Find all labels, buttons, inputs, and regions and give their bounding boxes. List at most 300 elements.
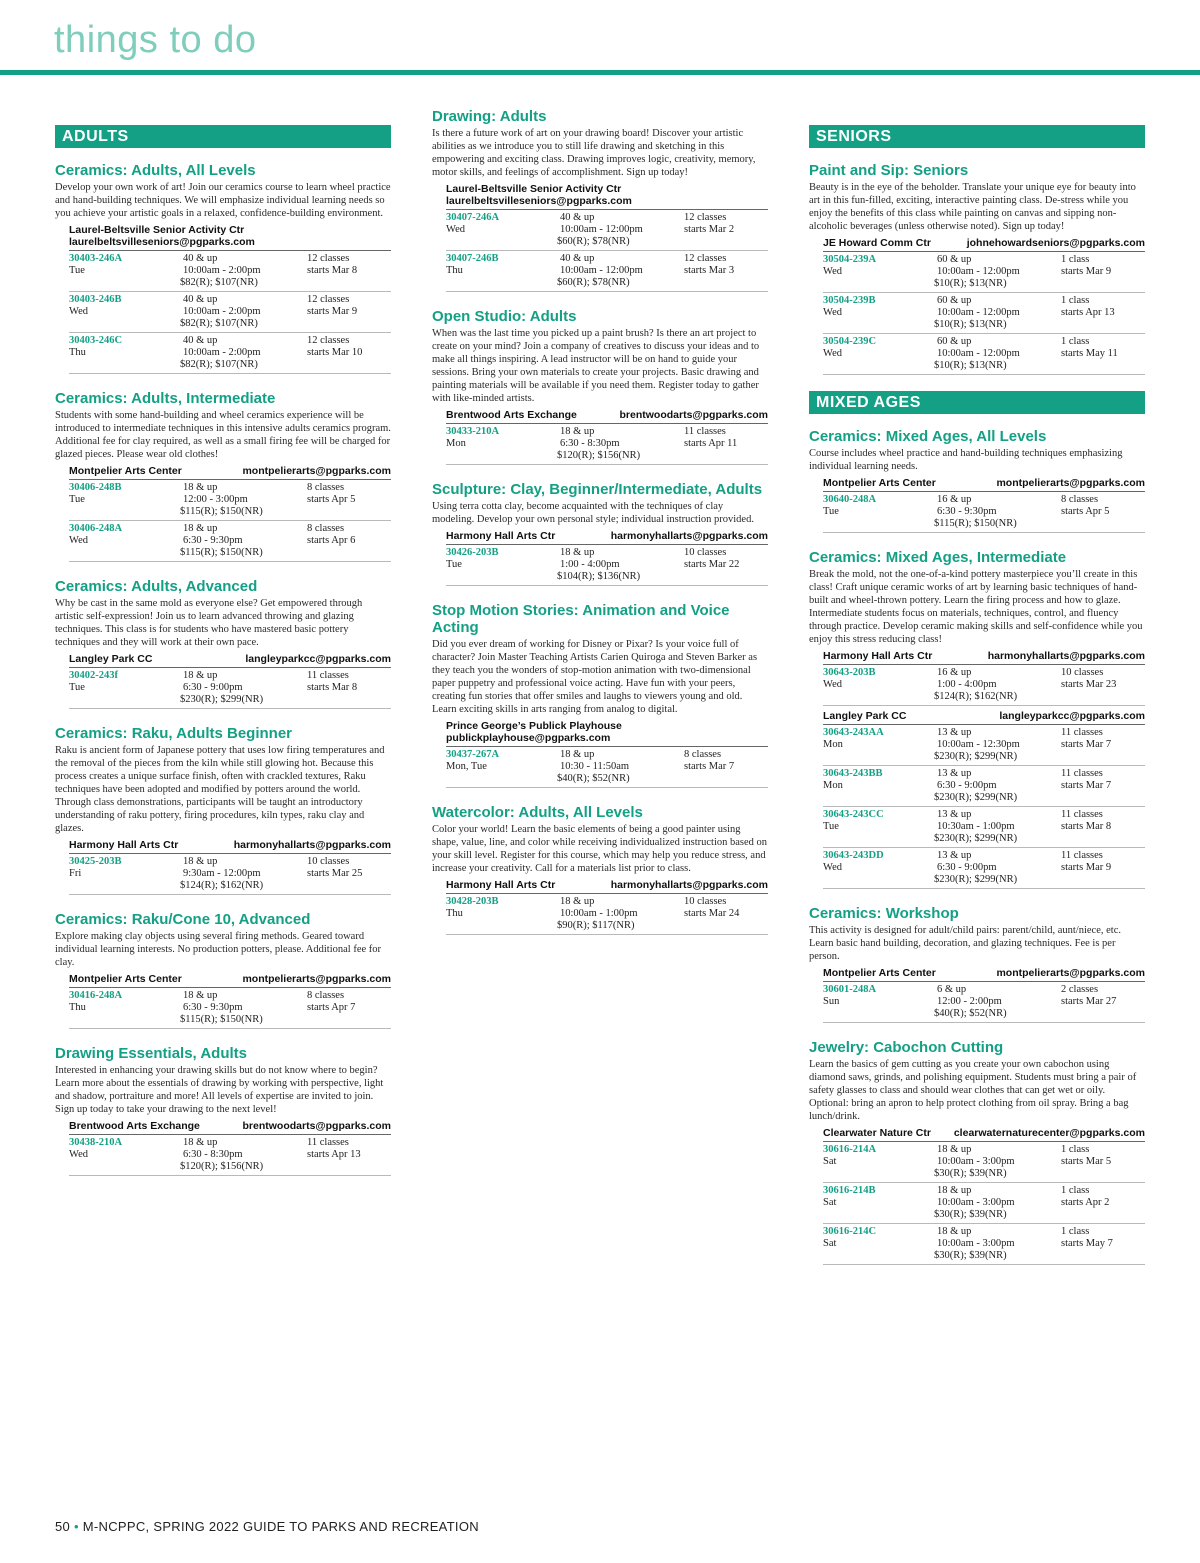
location-email[interactable]: harmonyhallarts@pgparks.com	[610, 879, 768, 891]
course-code[interactable]: 30437-267A	[446, 749, 500, 760]
header-rule	[0, 70, 1200, 75]
class-time: 10:30 - 11:50am	[560, 761, 630, 772]
class-fee: $120(R); $156(NR)	[180, 1161, 264, 1172]
class-count: 11 classes	[1061, 809, 1103, 820]
course-listing	[55, 578, 391, 709]
class-days: Wed	[446, 224, 465, 235]
course-listing	[809, 1039, 1145, 1265]
class-time: 1:00 - 4:00pm	[937, 679, 997, 690]
class-count: 11 classes	[684, 426, 726, 437]
start-date: starts May 11	[1061, 348, 1118, 359]
session-row	[823, 252, 1145, 293]
class-days: Thu	[69, 1002, 86, 1013]
class-time: 6:30 - 9:30pm	[183, 1002, 243, 1013]
location-name: Montpelier Arts Center	[823, 967, 936, 979]
location-email[interactable]: langleyparkcc@pgparks.com	[999, 710, 1145, 722]
class-count: 8 classes	[307, 482, 345, 493]
start-date: starts Mar 25	[307, 868, 363, 879]
course-listing	[55, 390, 391, 562]
class-count: 12 classes	[307, 253, 350, 264]
age-range: 13 & up	[937, 809, 972, 820]
start-date: starts Mar 24	[684, 908, 740, 919]
session-row	[69, 333, 391, 374]
class-fee: $115(R); $150(NR)	[180, 1014, 263, 1025]
location-email[interactable]: harmonyhallarts@pgparks.com	[610, 530, 768, 542]
start-date: starts Mar 5	[1061, 1156, 1112, 1167]
course-code[interactable]: 30643-203B	[823, 667, 876, 678]
class-fee: $82(R); $107(NR)	[180, 277, 258, 288]
course-description: Students with some hand-building and wheel ceramics experience will be introduced to intermediate techniques in this intensive adults ceramics program. Additional fee for clay required, as well as a small firing fee will be charged for glazed pieces. Please wear old clothes!	[55, 410, 391, 460]
start-date: starts Mar 8	[1061, 821, 1112, 832]
session-row	[69, 854, 391, 895]
age-range: 16 & up	[937, 494, 972, 505]
class-days: Wed	[823, 348, 842, 359]
age-range: 60 & up	[937, 295, 972, 306]
age-range: 40 & up	[183, 335, 218, 346]
class-time: 6:30 - 9:00pm	[937, 780, 997, 791]
class-time: 10:00am - 12:00pm	[937, 348, 1020, 359]
start-date: starts Mar 3	[684, 265, 735, 276]
location-email[interactable]: laurelbeltsvilleseniors@pgparks.com	[446, 195, 632, 207]
location-email[interactable]: publickplayhouse@pgparks.com	[446, 732, 611, 744]
age-range: 18 & up	[183, 856, 218, 867]
class-days: Tue	[69, 265, 85, 276]
course-listing	[55, 1045, 391, 1176]
course-code[interactable]: 30403-246C	[69, 335, 123, 346]
class-count: 1 class	[1061, 336, 1090, 347]
column-2	[432, 108, 768, 951]
session-row	[69, 988, 391, 1029]
class-fee: $10(R); $13(NR)	[934, 278, 1007, 289]
location-header	[69, 224, 391, 248]
start-date: starts Apr 13	[307, 1149, 361, 1160]
session-row	[69, 480, 391, 521]
location-header	[69, 973, 391, 985]
course-listing	[432, 481, 768, 586]
age-range: 18 & up	[937, 1226, 972, 1237]
session-row	[823, 766, 1145, 807]
course-code[interactable]: 30425-203B	[69, 856, 122, 867]
course-title: Ceramics: Adults, Advanced	[55, 578, 258, 595]
course-code[interactable]: 30416-248A	[69, 990, 123, 1001]
course-description: Beauty is in the eye of the beholder. Translate your unique eye for beauty into art in this fun-filled, exciting, interactive painting class. De-stress while you enjoy the benefits of this class while painting on canvas and sipping non-alcoholic beverages (unless otherwise noted). Sign up today!	[809, 182, 1136, 232]
class-count: 2 classes	[1061, 984, 1099, 995]
course-code[interactable]: 30438-210A	[69, 1137, 123, 1148]
course-title: Jewelry: Cabochon Cutting	[809, 1039, 1004, 1056]
session-row	[823, 1183, 1145, 1224]
course-code[interactable]: 30640-248A	[823, 494, 877, 505]
class-time: 10:00am - 12:00pm	[560, 224, 643, 235]
course-code[interactable]: 30643-243DD	[823, 850, 884, 861]
location-name: Montpelier Arts Center	[69, 465, 182, 477]
course-code[interactable]: 30504-239A	[823, 254, 877, 265]
class-count: 12 classes	[307, 335, 350, 346]
class-time: 10:00am - 3:00pm	[937, 1197, 1015, 1208]
age-range: 18 & up	[937, 1185, 972, 1196]
course-description: Using terra cotta clay, become acquainted with the techniques of clay modeling. Develop your own personal style; individual instruction provided.	[432, 501, 754, 525]
class-days: Tue	[823, 821, 839, 832]
age-range: 18 & up	[183, 1137, 218, 1148]
class-time: 6:30 - 9:30pm	[183, 535, 243, 546]
course-code[interactable]: 30601-248A	[823, 984, 877, 995]
course-code[interactable]: 30426-203B	[446, 547, 499, 558]
page-title: things to do	[54, 19, 257, 61]
location-header	[69, 839, 391, 851]
start-date: starts Mar 10	[307, 347, 363, 358]
session-row	[69, 292, 391, 333]
course-code[interactable]: 30428-203B	[446, 896, 499, 907]
class-fee: $230(R); $299(NR)	[934, 792, 1018, 803]
age-range: 18 & up	[183, 482, 218, 493]
age-range: 13 & up	[937, 727, 972, 738]
course-title: Stop Motion Stories: Animation and Voice Acting	[432, 602, 730, 636]
course-code[interactable]: 30407-246A	[446, 212, 500, 223]
class-fee: $124(R); $162(NR)	[934, 691, 1018, 702]
start-date: starts Apr 7	[307, 1002, 356, 1013]
location-header	[823, 710, 1145, 722]
course-code[interactable]: 30504-239B	[823, 295, 876, 306]
session-row	[823, 982, 1145, 1023]
location-name: Brentwood Arts Exchange	[446, 409, 577, 421]
session-row	[823, 293, 1145, 334]
class-count: 1 class	[1061, 295, 1090, 306]
age-range: 40 & up	[183, 253, 218, 264]
location-name: Langley Park CC	[69, 653, 153, 665]
session-row	[823, 1224, 1145, 1265]
location-header	[69, 1120, 391, 1132]
class-days: Sat	[823, 1156, 837, 1167]
class-time: 6:30 - 9:30pm	[937, 506, 997, 517]
course-description: Why be cast in the same mold as everyone else? Get empowered through artistic self-expression! Join us to learn advanced throwing and glazing techniques. This class is for students who have mastered basic pottery techniques and they will work at their own pace.	[55, 598, 363, 648]
session-row	[69, 521, 391, 562]
class-days: Fri	[69, 868, 82, 879]
course-title: Ceramics: Raku, Adults Beginner	[55, 725, 293, 742]
start-date: starts Apr 5	[307, 494, 356, 505]
class-count: 10 classes	[1061, 667, 1104, 678]
start-date: starts Mar 9	[1061, 862, 1112, 873]
class-days: Wed	[823, 679, 842, 690]
class-fee: $30(R); $39(NR)	[934, 1209, 1007, 1220]
class-days: Mon	[446, 438, 466, 449]
class-time: 6:30 - 8:30pm	[560, 438, 620, 449]
class-days: Thu	[446, 265, 463, 276]
course-listing	[809, 428, 1145, 533]
course-listing	[432, 804, 768, 935]
class-fee: $30(R); $39(NR)	[934, 1168, 1007, 1179]
course-code[interactable]: 30643-243BB	[823, 768, 883, 779]
column-3	[809, 125, 1145, 1281]
course-title: Ceramics: Mixed Ages, All Levels	[809, 428, 1047, 445]
class-days: Wed	[823, 266, 842, 277]
class-count: 8 classes	[1061, 494, 1099, 505]
footer-separator: •	[73, 1519, 79, 1534]
section-header: ADULTS	[55, 125, 391, 148]
class-count: 11 classes	[1061, 768, 1103, 779]
location-email[interactable]: langleyparkcc@pgparks.com	[245, 653, 391, 665]
location-name: Clearwater Nature Ctr	[823, 1127, 931, 1139]
location-header	[446, 183, 768, 207]
start-date: starts Apr 11	[684, 438, 738, 449]
class-count: 11 classes	[307, 1137, 349, 1148]
age-range: 13 & up	[937, 768, 972, 779]
location-name: Montpelier Arts Center	[823, 477, 936, 489]
course-title: Ceramics: Mixed Ages, Intermediate	[809, 549, 1067, 566]
location-name: Langley Park CC	[823, 710, 907, 722]
location-header	[446, 409, 768, 421]
location-header	[823, 477, 1145, 489]
class-time: 10:00am - 3:00pm	[937, 1156, 1015, 1167]
course-code[interactable]: 30403-246A	[69, 253, 123, 264]
course-listing	[809, 549, 1145, 889]
class-days: Sat	[823, 1197, 837, 1208]
session-row	[446, 424, 768, 465]
location-name: Laurel-Beltsville Senior Activity Ctr	[446, 183, 622, 195]
course-title: Ceramics: Adults, Intermediate	[55, 390, 276, 407]
location-name: JE Howard Comm Ctr	[823, 237, 931, 249]
course-description: Learn the basics of gem cutting as you create your own cabochon using diamond saws, grinds, and polishing equipment. Students must bring a pair of safety glasses to class and should wear clothes that can get wet or oily. Optional: bring an apron to help protect clothing from oil spray. Bring a bag lunch/drink.	[809, 1059, 1137, 1122]
course-title: Paint and Sip: Seniors	[809, 162, 969, 179]
course-title: Ceramics: Adults, All Levels	[55, 162, 256, 179]
section-header: MIXED AGES	[809, 391, 1145, 414]
course-listing	[809, 905, 1145, 1023]
location-name: Montpelier Arts Center	[69, 973, 182, 985]
location-header	[823, 967, 1145, 979]
location-email[interactable]: laurelbeltsvilleseniors@pgparks.com	[69, 236, 255, 248]
course-title: Ceramics: Raku/Cone 10, Advanced	[55, 911, 311, 928]
session-row	[446, 545, 768, 586]
age-range: 60 & up	[937, 254, 972, 265]
course-code[interactable]: 30406-248B	[69, 482, 122, 493]
course-listing	[432, 108, 768, 292]
class-count: 8 classes	[684, 749, 722, 760]
age-range: 40 & up	[183, 294, 218, 305]
class-days: Tue	[69, 494, 85, 505]
course-code[interactable]: 30616-214C	[823, 1226, 877, 1237]
class-days: Tue	[446, 559, 462, 570]
class-days: Mon	[823, 780, 843, 791]
start-date: starts Apr 13	[1061, 307, 1115, 318]
class-count: 8 classes	[307, 523, 345, 534]
class-fee: $60(R); $78(NR)	[557, 277, 630, 288]
class-time: 10:00am - 2:00pm	[183, 265, 261, 276]
session-row	[823, 492, 1145, 533]
column-1	[55, 125, 391, 1192]
course-listing	[809, 162, 1145, 375]
course-listing	[432, 308, 768, 465]
session-row	[823, 1142, 1145, 1183]
class-count: 1 class	[1061, 1185, 1090, 1196]
course-code[interactable]: 30643-243AA	[823, 727, 884, 738]
class-time: 10:00am - 12:00pm	[937, 266, 1020, 277]
course-code[interactable]: 30616-214B	[823, 1185, 876, 1196]
class-time: 6:30 - 8:30pm	[183, 1149, 243, 1160]
age-range: 18 & up	[560, 896, 595, 907]
start-date: starts Mar 9	[307, 306, 358, 317]
session-row	[69, 1135, 391, 1176]
age-range: 18 & up	[183, 990, 218, 1001]
start-date: starts Apr 6	[307, 535, 356, 546]
session-row	[446, 251, 768, 292]
class-days: Wed	[69, 1149, 88, 1160]
class-count: 8 classes	[307, 990, 345, 1001]
class-time: 12:00 - 3:00pm	[183, 494, 248, 505]
course-listing	[55, 162, 391, 374]
course-code[interactable]: 30504-239C	[823, 336, 877, 347]
course-description: Color your world! Learn the basic elements of being a good painter using shape, value, line, and color while receiving individualized instruction based on your skill level. Register for this course, which may help you reduce stress, and increase your creativity. Call for a materials list prior to class.	[432, 824, 768, 874]
location-email[interactable]: brentwoodarts@pgparks.com	[242, 1120, 391, 1132]
page-number: 50	[55, 1519, 71, 1534]
start-date: starts Mar 7	[1061, 739, 1112, 750]
age-range: 18 & up	[183, 523, 218, 534]
age-range: 6 & up	[937, 984, 967, 995]
age-range: 60 & up	[937, 336, 972, 347]
location-email[interactable]: harmonyhallarts@pgparks.com	[233, 839, 391, 851]
class-time: 10:00am - 1:00pm	[560, 908, 638, 919]
course-code[interactable]: 30406-248A	[69, 523, 123, 534]
location-email[interactable]: brentwoodarts@pgparks.com	[619, 409, 768, 421]
class-time: 10:00am - 2:00pm	[183, 306, 261, 317]
class-count: 1 class	[1061, 1144, 1090, 1155]
session-row	[823, 334, 1145, 375]
course-listing	[432, 602, 768, 788]
course-title: Drawing: Adults	[432, 108, 547, 125]
start-date: starts Apr 5	[1061, 506, 1110, 517]
location-name: Brentwood Arts Exchange	[69, 1120, 200, 1132]
location-email[interactable]: harmonyhallarts@pgparks.com	[987, 650, 1145, 662]
class-fee: $10(R); $13(NR)	[934, 360, 1007, 371]
start-date: starts Mar 23	[1061, 679, 1117, 690]
course-description: When was the last time you picked up a paint brush? Is there an art project to create on your mind? Join a company of creatives to discuss your ideas and to make all things inspiring. A lead instructor will be on hand to guide your sessions. Bring your own materials to create your projects. Basic drawing and painting materials will be available if you need them. Register today to gather with like-minded artists.	[432, 328, 760, 404]
session-row	[69, 251, 391, 292]
location-email[interactable]: montpelierarts@pgparks.com	[996, 967, 1145, 979]
session-row	[823, 725, 1145, 766]
age-range: 18 & up	[560, 547, 595, 558]
location-email[interactable]: clearwaternaturecenter@pgparks.com	[953, 1127, 1145, 1139]
age-range: 16 & up	[937, 667, 972, 678]
class-time: 10:00am - 2:00pm	[183, 347, 261, 358]
location-header	[446, 530, 768, 542]
course-title: Open Studio: Adults	[432, 308, 577, 325]
location-email[interactable]: montpelierarts@pgparks.com	[242, 973, 391, 985]
class-time: 6:30 - 9:00pm	[937, 862, 997, 873]
start-date: starts Mar 2	[684, 224, 735, 235]
class-fee: $230(R); $299(NR)	[934, 874, 1018, 885]
start-date: starts Mar 7	[684, 761, 735, 772]
course-description: Is there a future work of art on your drawing board! Discover your artistic abilities as we introduce you to still life drawing and sketching in this empowering and exciting class. Drawing improves logic, creativity, memory, motor skills, and feelings of accomplishment. Sign up today!	[432, 128, 756, 178]
class-days: Wed	[69, 306, 88, 317]
start-date: starts Mar 8	[307, 682, 358, 693]
class-fee: $60(R); $78(NR)	[557, 236, 630, 247]
course-description: This activity is designed for adult/child pairs: parent/child, aunt/niece, etc. Learn basic hand building, decoration, and glazing techniques. Fee is per person.	[809, 925, 1121, 962]
class-time: 10:00am - 12:00pm	[937, 307, 1020, 318]
session-row	[823, 848, 1145, 889]
location-name: Laurel-Beltsville Senior Activity Ctr	[69, 224, 245, 236]
class-count: 10 classes	[307, 856, 350, 867]
class-days: Wed	[69, 535, 88, 546]
page-footer	[55, 1519, 479, 1534]
start-date: starts Mar 7	[1061, 780, 1112, 791]
course-code[interactable]: 30433-210A	[446, 426, 500, 437]
class-fee: $30(R); $39(NR)	[934, 1250, 1007, 1261]
age-range: 40 & up	[560, 212, 595, 223]
session-row	[446, 747, 768, 788]
course-listing	[55, 725, 391, 895]
start-date: starts Mar 27	[1061, 996, 1117, 1007]
class-fee: $120(R); $156(NR)	[557, 450, 641, 461]
class-fee: $40(R); $52(NR)	[934, 1008, 1007, 1019]
course-description: Did you ever dream of working for Disney or Pixar? Is your voice full of character? Join Master Teaching Artists Carien Quiroga and Steven Barker as they teach you the wonders of stop-motion animation with two-dimensional paper puppetry and professional voice acting. Have fun with your peers, creating fun stories that offer smiles and laughs to viewers young and old. Learn exciting skills in arts ranging from analog to digital.	[432, 639, 758, 715]
class-fee: $10(R); $13(NR)	[934, 319, 1007, 330]
location-email[interactable]: montpelierarts@pgparks.com	[996, 477, 1145, 489]
location-email[interactable]: johnehowardseniors@pgparks.com	[966, 237, 1145, 249]
session-row	[446, 210, 768, 251]
class-count: 11 classes	[1061, 727, 1103, 738]
class-days: Wed	[823, 862, 842, 873]
class-count: 1 class	[1061, 254, 1090, 265]
course-code[interactable]: 30616-214A	[823, 1144, 877, 1155]
session-row	[69, 668, 391, 709]
location-name: Harmony Hall Arts Ctr	[446, 879, 556, 891]
start-date: starts Mar 8	[307, 265, 358, 276]
location-email[interactable]: montpelierarts@pgparks.com	[242, 465, 391, 477]
start-date: starts May 7	[1061, 1238, 1113, 1249]
class-time: 10:00am - 12:00pm	[560, 265, 643, 276]
class-days: Mon	[823, 739, 843, 750]
session-row	[823, 807, 1145, 848]
class-fee: $115(R); $150(NR)	[934, 518, 1017, 529]
class-fee: $230(R); $299(NR)	[180, 694, 264, 705]
course-description: Interested in enhancing your drawing skills but do not know where to begin? Learn more about the essentials of drawing by working with perspective, light and shadow, portraiture and more! All levels of expertise are invited to join. Sign up today to take your drawing to the next level!	[55, 1065, 384, 1115]
class-time: 10:00am - 12:30pm	[937, 739, 1020, 750]
course-code[interactable]: 30402-243f	[69, 670, 118, 681]
location-header	[823, 650, 1145, 662]
course-code[interactable]: 30407-246B	[446, 253, 499, 264]
course-listing	[55, 911, 391, 1029]
class-time: 10:00am - 3:00pm	[937, 1238, 1015, 1249]
footer-text: M-NCPPC, SPRING 2022 GUIDE TO PARKS AND RECREATION	[82, 1519, 479, 1534]
class-fee: $230(R); $299(NR)	[934, 833, 1018, 844]
course-description: Raku is ancient form of Japanese pottery that uses low firing temperatures and the removal of the pieces from the kiln while still glowing hot. Because this process creates a unique surface finish, often with crackled textures, Raku techniques have been adopted and modified by potters around the world. Through class demonstrations, participants will be taught an introductory understanding of raku pottery, firing procedures, kiln types, raku clay and glazes.	[55, 745, 385, 834]
course-description: Course includes wheel practice and hand-building techniques emphasizing individual learning needs.	[809, 448, 1123, 472]
location-header	[446, 879, 768, 891]
course-title: Drawing Essentials, Adults	[55, 1045, 247, 1062]
class-days: Thu	[69, 347, 86, 358]
class-count: 10 classes	[684, 896, 727, 907]
course-description: Break the mold, not the one-of-a-kind pottery masterpiece you’ll create in this class! Craft unique ceramic works of art by learning basic techniques of hand-built and wheel-thrown pottery. Learn the firing process and how to glaze. Intermediate students focus on materials, techniques, control, and fluency through practice. Develop ceramic making skills and self-confidence while you enjoy this stress reducing class!	[809, 569, 1143, 645]
class-time: 12:00 - 2:00pm	[937, 996, 1002, 1007]
age-range: 40 & up	[560, 253, 595, 264]
session-row	[823, 665, 1145, 706]
course-code[interactable]: 30643-243CC	[823, 809, 884, 820]
location-header	[69, 653, 391, 665]
location-header	[446, 720, 768, 744]
course-description: Explore making clay objects using several firing methods. Geared toward individual learning interests. No production potters, please. Additional fee for clay.	[55, 931, 382, 968]
class-time: 1:00 - 4:00pm	[560, 559, 620, 570]
class-fee: $90(R); $117(NR)	[557, 920, 635, 931]
age-range: 18 & up	[560, 426, 595, 437]
class-fee: $82(R); $107(NR)	[180, 359, 258, 370]
class-fee: $115(R); $150(NR)	[180, 547, 263, 558]
class-count: 12 classes	[684, 253, 727, 264]
start-date: starts Mar 9	[1061, 266, 1112, 277]
course-code[interactable]: 30403-246B	[69, 294, 122, 305]
class-fee: $115(R); $150(NR)	[180, 506, 263, 517]
location-name: Harmony Hall Arts Ctr	[823, 650, 933, 662]
class-count: 11 classes	[307, 670, 349, 681]
location-header	[823, 237, 1145, 249]
class-days: Tue	[823, 506, 839, 517]
course-title: Watercolor: Adults, All Levels	[432, 804, 643, 821]
